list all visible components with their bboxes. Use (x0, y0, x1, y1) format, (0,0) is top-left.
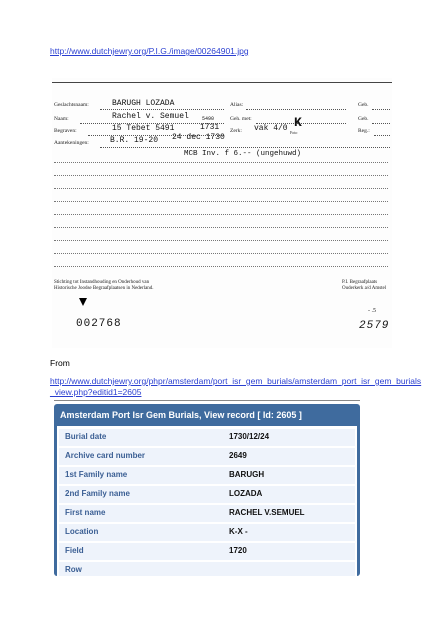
table-row (59, 448, 355, 467)
footer-left-line-2: Historische Joodse Begraafplaatsen in Nederland. (54, 286, 154, 291)
geslachtsnaam-label: Geslachtsnaam: (54, 102, 89, 108)
ruled-line (54, 175, 388, 176)
ruled-line (54, 214, 388, 215)
ruled-line (54, 201, 388, 202)
geb-label: Geb. (358, 116, 369, 122)
geb-label: Geb. (358, 102, 369, 108)
year-mark-small: 5490 (202, 116, 215, 122)
ruled-line (54, 240, 388, 241)
ruled-line (54, 266, 388, 267)
table-row (59, 467, 355, 486)
ruled-line (54, 188, 388, 189)
card-top-rule (52, 82, 392, 83)
begraven-value: 15 Tebet 5491 (112, 124, 175, 133)
footer-right (342, 280, 386, 292)
foto-label: Foto (290, 130, 298, 135)
image-link[interactable]: http://www.dutchjewry.org/P.I.G./image/00264901.jpg (50, 46, 249, 56)
dotted-line (372, 109, 390, 110)
row-value: BARUGH (229, 470, 265, 479)
row-label: Burial date (65, 432, 107, 441)
row-value: K-X - (229, 527, 248, 536)
row-label: 2nd Family name (65, 489, 130, 498)
row-label: 1st Family name (65, 470, 128, 479)
row-label: First name (65, 508, 106, 517)
aantekeningen-label: Aantekeningen: (54, 140, 89, 146)
table-row (59, 505, 355, 524)
vak-value: vak 4/0 (254, 124, 288, 133)
table-row (59, 429, 355, 448)
dotted-line (100, 109, 224, 110)
ruled-line (54, 162, 388, 163)
triangle-marker-icon (79, 298, 87, 306)
mcb-note: MCB Inv. f 6.-- (ungehuwd) (184, 150, 302, 158)
dotted-line (372, 123, 390, 124)
burial-card-scan (52, 78, 392, 348)
dotted-line (374, 135, 390, 136)
footer-left (54, 280, 154, 292)
naam-label: Naam: (54, 116, 69, 122)
naam-value: Rachel v. Semuel (112, 112, 189, 121)
dotted-line (246, 109, 346, 110)
card-number-right: 2579 (359, 320, 390, 332)
reg-label: Reg.: (358, 128, 370, 134)
corner-mark: - .5 (368, 308, 376, 314)
row-value: RACHEL V.SEMUEL (229, 508, 305, 517)
ruled-line (54, 253, 388, 254)
geh-met-label: Geh. met: (230, 116, 252, 122)
ruled-line (54, 227, 388, 228)
k-mark: K (294, 115, 302, 130)
aantekeningen-value: B.R. 19-20 (110, 136, 159, 145)
footer-right-line-2: Ouderkerk a/d Amstel (342, 286, 387, 291)
card-number-left: 002768 (76, 318, 122, 330)
panel-title: Amsterdam Port Isr Gem Burials, View record [ Id: 2605 ] (60, 410, 302, 420)
panel-top-rule (54, 400, 360, 401)
row-label: Archive card number (65, 451, 146, 460)
alias-label: Alias: (230, 102, 244, 108)
table-row (59, 543, 355, 562)
year-mark: 1731 (200, 123, 220, 132)
zerk-label: Zerk: (230, 128, 242, 134)
footer-right-line-1: P.I. Begraafplaats (342, 280, 378, 285)
geslachtsnaam-value: BARUGH LOZADA (112, 99, 175, 108)
row-value: LOZADA (229, 489, 263, 498)
from-label: From (50, 358, 70, 368)
record-panel (54, 404, 360, 576)
table-row (59, 562, 355, 576)
gregorian-date: 24 dec 1730 (172, 133, 225, 142)
footer-left-line-1: Stichting tot Instandhouding en Onderhoud van (54, 280, 150, 285)
row-label: Field (65, 546, 84, 555)
row-value: 2649 (229, 451, 247, 460)
row-label: Row (65, 565, 82, 574)
row-value: 1730/12/24 (229, 432, 270, 441)
row-value: 1720 (229, 546, 247, 555)
record-table (57, 426, 357, 576)
table-row (59, 524, 355, 543)
table-row (59, 486, 355, 505)
row-label: Location (65, 527, 99, 536)
dotted-line (100, 147, 390, 148)
record-link[interactable]: http://www.dutchjewry.org/phpr/amsterdam/port_isr_gem_burials/amsterdam_port_isr_gem_burials_view.php?editid1=2605 (50, 376, 422, 397)
begraven-label: Begraven: (54, 128, 77, 134)
